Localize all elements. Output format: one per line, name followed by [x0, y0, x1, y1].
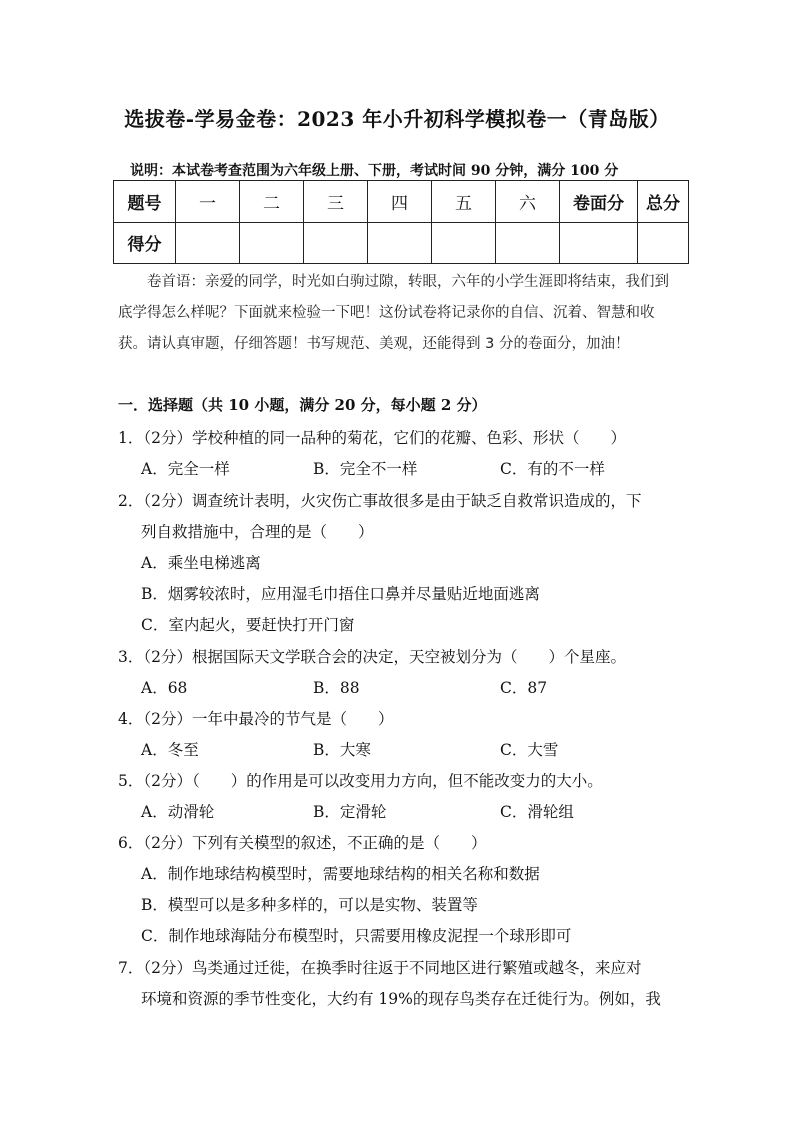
question-1-option-a: A．完全一样: [141, 460, 230, 478]
score-cell: [368, 222, 432, 264]
question-5-stem: 5．（2分）（ ）的作用是可以改变用力方向，但不能改变力的大小。: [118, 772, 603, 790]
question-4-option-a: A．冬至: [141, 741, 199, 759]
score-cell: [496, 222, 560, 264]
question-1-option-b: B．完全不一样: [313, 460, 418, 478]
question-2-option-c: C．室内起火，要赶快打开门窗: [141, 616, 355, 634]
score-cell: [304, 222, 368, 264]
question-6-option-b: B．模型可以是多种多样的，可以是实物、装置等: [141, 896, 478, 914]
header-cell-5: 五: [432, 181, 496, 223]
question-3-option-b: B．88: [313, 679, 360, 697]
question-3-option-a: A．68: [141, 679, 188, 697]
score-table: [113, 180, 689, 264]
question-2-option-b: B．烟雾较浓时，应用湿毛巾捂住口鼻并尽量贴近地面逃离: [141, 585, 540, 603]
header-cell-neatness: 卷面分: [560, 181, 638, 223]
question-6-option-a: A．制作地球结构模型时，需要地球结构的相关名称和数据: [141, 865, 540, 883]
exam-title: 选拔卷-学易金卷：2023 年小升初科学模拟卷一（青岛版）: [124, 107, 670, 131]
question-5-option-c: C．滑轮组: [500, 803, 574, 821]
score-cell: [560, 222, 638, 264]
question-6-option-c: C．制作地球海陆分布模型时，只需要用橡皮泥捏一个球形即可: [141, 927, 572, 945]
question-1-option-c: C．有的不一样: [500, 460, 605, 478]
score-row-label: 得分: [114, 222, 176, 264]
question-5-option-b: B．定滑轮: [313, 803, 387, 821]
question-5-option-a: A．动滑轮: [141, 803, 215, 821]
question-4-option-c: C．大雪: [500, 741, 559, 759]
question-3-option-c: C．87: [500, 679, 548, 697]
question-2-stem-line-1: 2．（2分）调查统计表明，火灾伤亡事故很多是由于缺乏自救常识造成的，下: [118, 492, 642, 510]
score-table-score-row: [114, 222, 689, 264]
header-cell-4: 四: [368, 181, 432, 223]
header-cell-2: 二: [240, 181, 304, 223]
header-cell-question-number: 题号: [114, 181, 176, 223]
foreword-paragraph: 卷首语：亲爱的同学，时光如白驹过隙，转眼，六年的小学生涯即将结束，我们到底学得怎么样呢？下面就来检验一下吧！这份试卷将记录你的自信、沉着、智慧和收获。请认真审题，仔细答题！书写规范、美观，还能得到 3 分的卷面分，加油！: [118, 274, 669, 352]
header-cell-3: 三: [304, 181, 368, 223]
score-cell: [432, 222, 496, 264]
header-cell-6: 六: [496, 181, 560, 223]
question-2-option-a: A．乘坐电梯逃离: [141, 554, 261, 572]
question-4-stem: 4．（2分）一年中最冷的节气是（ ）: [118, 710, 394, 728]
header-cell-1: 一: [176, 181, 240, 223]
score-cell: [176, 222, 240, 264]
question-2-stem-line-2: 列自救措施中，合理的是（ ）: [141, 523, 374, 541]
question-4-option-b: B．大寒: [313, 741, 371, 759]
question-7-stem-line-2: 环境和资源的季节性变化，大约有 19%的现存鸟类存在迁徙行为。例如，我: [141, 990, 661, 1008]
score-cell: [240, 222, 304, 264]
section-heading-multiple-choice: 一．选择题（共 10 小题，满分 20 分，每小题 2 分）: [118, 396, 487, 414]
score-table-header-row: [114, 181, 689, 223]
score-cell: [638, 222, 689, 264]
question-6-stem: 6．（2分）下列有关模型的叙述，不正确的是（ ）: [118, 834, 487, 852]
exam-instructions: 说明：本试卷考查范围为六年级上册、下册，考试时间 90 分钟，满分 100 分: [130, 163, 619, 179]
header-cell-total: 总分: [638, 181, 689, 223]
question-7-stem-line-1: 7．（2分）鸟类通过迁徙，在换季时往返于不同地区进行繁殖或越冬，来应对: [118, 959, 642, 977]
question-1-stem: 1．（2分）学校种植的同一品种的菊花，它们的花瓣、色彩、形状（ ）: [118, 429, 626, 447]
question-3-stem: 3．（2分）根据国际天文学联合会的决定，天空被划分为（ ）个星座。: [118, 648, 626, 666]
